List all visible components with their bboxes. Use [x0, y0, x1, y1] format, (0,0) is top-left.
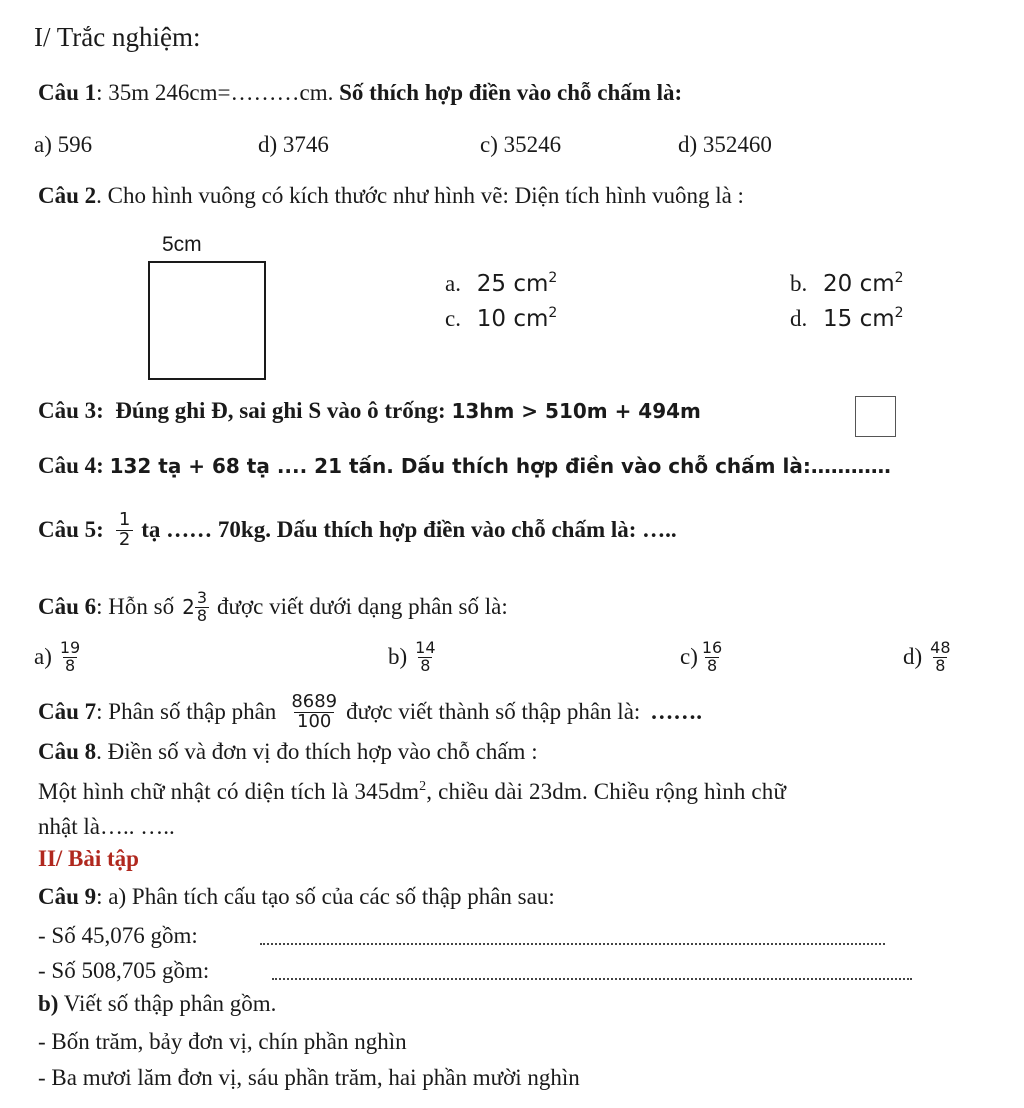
q2-option-b-value: 20 $cm^2$: [823, 270, 904, 297]
question-3-label: Câu 3:: [38, 398, 104, 423]
q6-option-b-num: 14: [415, 637, 436, 657]
question-8: [38, 739, 538, 765]
question-4-label: Câu 4:: [38, 453, 104, 478]
q2-option-b-letter: b.: [790, 271, 808, 296]
q6-mixed-whole: 2: [182, 594, 195, 619]
question-5-label: Câu 5:: [38, 516, 104, 542]
q8-line2-after: , chiều dài 23dm. Chiều rộng hình chữ: [426, 779, 787, 804]
q7-fraction-denominator: 100: [294, 712, 334, 732]
q6-option-a-fraction: [58, 637, 82, 675]
question-6-label: Câu 6: [38, 593, 97, 619]
question-1: [38, 80, 682, 106]
q2-option-c-letter: c.: [445, 306, 461, 331]
question-7: [38, 686, 702, 738]
q6-mixed-fraction: [195, 587, 209, 625]
question-3-text: Đúng ghi Đ, sai ghi S vào ô trống:: [115, 398, 446, 423]
q6-option-a-letter: a): [34, 643, 52, 669]
q1-option-c: c) 35246: [480, 132, 562, 157]
q6-option-a: [34, 632, 82, 682]
question-4-text: 132 tạ + 68 tạ .... 21 tấn. Dấu thích hợp điền vào chỗ chấm là:…………: [109, 454, 891, 478]
q5-fraction: [116, 508, 133, 550]
q6-option-a-num: 19: [59, 637, 81, 657]
question-6-text-before: : Hỗn số: [96, 593, 175, 619]
question-9: [38, 884, 555, 910]
question-2-text: . Cho hình vuông có kích thước như hình vẽ: Diện tích hình vuông là :: [96, 183, 744, 208]
question-7-text-before: : Phân số thập phân: [96, 698, 277, 724]
q2-option-c: [445, 306, 557, 332]
q6-option-c-letter: c): [680, 643, 698, 669]
q2-option-b: [790, 271, 904, 297]
question-8-text: . Điền số và đơn vị đo thích hợp vào chỗ chấm :: [96, 739, 538, 764]
square-figure: [148, 261, 266, 380]
q6-option-b-den: 8: [420, 655, 431, 675]
q2-option-c-value: 10 $cm^2$: [476, 305, 558, 332]
q2-option-a-letter: a.: [445, 271, 461, 296]
question-7-dots: …….: [650, 698, 703, 724]
section-title-bai-tap: II/ Bài tập: [38, 846, 139, 871]
q1-option-b: d) 3746: [258, 132, 329, 157]
q9-item-1-answer-line[interactable]: [260, 943, 885, 945]
q6-option-d-fraction: [928, 637, 952, 675]
q2-option-a: [445, 271, 557, 297]
question-9-text: : a) Phân tích cấu tạo số của các số thập phân sau:: [96, 884, 555, 909]
question-6-text-after: được viết dưới dạng phân số là:: [217, 593, 508, 619]
question-9-label: Câu 9: [38, 884, 97, 909]
square-side-label: 5cm: [162, 233, 202, 256]
q6-fraction-denominator: 8: [196, 605, 208, 625]
q6-option-c-den: 8: [706, 655, 718, 675]
q7-fraction-numerator: 8689: [291, 690, 338, 712]
q9-part-b-label: b): [38, 991, 59, 1016]
question-1-label: Câu 1: [38, 80, 97, 105]
q2-option-a-value: 25 $cm^2$: [476, 270, 558, 297]
question-8-label: Câu 8: [38, 739, 97, 764]
question-2: [38, 183, 744, 209]
q9-item-2: - Số 508,705 gồm:: [38, 958, 210, 983]
q9-item-1: - Số 45,076 gồm:: [38, 923, 198, 948]
q1-option-d: d) 352460: [678, 132, 772, 157]
q6-option-d: [903, 632, 953, 682]
question-6: [38, 584, 508, 630]
question-8-line-2: [38, 779, 786, 805]
question-7-text-after: được viết thành số thập phân là:: [346, 698, 641, 724]
q2-option-d-value: 15 $cm^2$: [823, 305, 904, 332]
q6-option-d-den: 8: [935, 655, 946, 675]
question-1-prompt: Số thích hợp điền vào chỗ chấm là:: [339, 80, 683, 105]
q7-fraction: [288, 690, 340, 732]
q6-option-b-fraction: [413, 637, 437, 675]
question-7-label: Câu 7: [38, 698, 97, 724]
q1-option-a: a) 596: [34, 132, 93, 157]
section-title-trac-nghiem: I/ Trắc nghiệm:: [34, 22, 201, 52]
q6-option-b: [388, 632, 438, 682]
q6-option-c: [680, 632, 724, 682]
q6-option-b-letter: b): [388, 643, 408, 669]
question-3: [38, 398, 701, 424]
question-3-expression: 13hm > 510m + 494m: [451, 399, 701, 423]
question-8-line-3: nhật là….. …..: [38, 814, 175, 839]
q6-option-a-den: 8: [64, 655, 76, 675]
q8-line2-before: Một hình chữ nhật có diện tích là 345dm: [38, 779, 420, 804]
q6-fraction-numerator: 3: [196, 587, 208, 607]
q8-line2-exponent: 2: [419, 779, 427, 794]
q9-part-b-text: Viết số thập phân gồm.: [63, 991, 277, 1016]
question-4: [38, 453, 891, 479]
q9-item-2-answer-line[interactable]: [272, 978, 912, 980]
q6-option-c-fraction: [700, 637, 724, 675]
q6-option-d-num: 48: [930, 637, 951, 657]
q5-fraction-denominator: 2: [116, 530, 133, 550]
question-5: [38, 505, 677, 555]
q9-item-4: - Ba mươi lăm đơn vị, sáu phần trăm, hai phần mười nghìn: [38, 1065, 580, 1090]
q6-option-c-num: 16: [701, 637, 723, 657]
question-1-text: : 35m 246cm=………cm.: [96, 80, 334, 105]
question-2-label: Câu 2: [38, 183, 97, 208]
q6-option-d-letter: d): [903, 643, 923, 669]
q5-fraction-numerator: 1: [118, 508, 131, 530]
q2-option-d: [790, 306, 904, 332]
q9-part-b: [38, 991, 276, 1017]
q9-item-3: - Bốn trăm, bảy đơn vị, chín phần nghìn: [38, 1029, 407, 1054]
q3-answer-box[interactable]: [855, 396, 896, 437]
question-5-text: tạ …… 70kg. Dấu thích hợp điền vào chỗ chấm là: …..: [141, 516, 677, 542]
q2-option-d-letter: d.: [790, 306, 808, 331]
